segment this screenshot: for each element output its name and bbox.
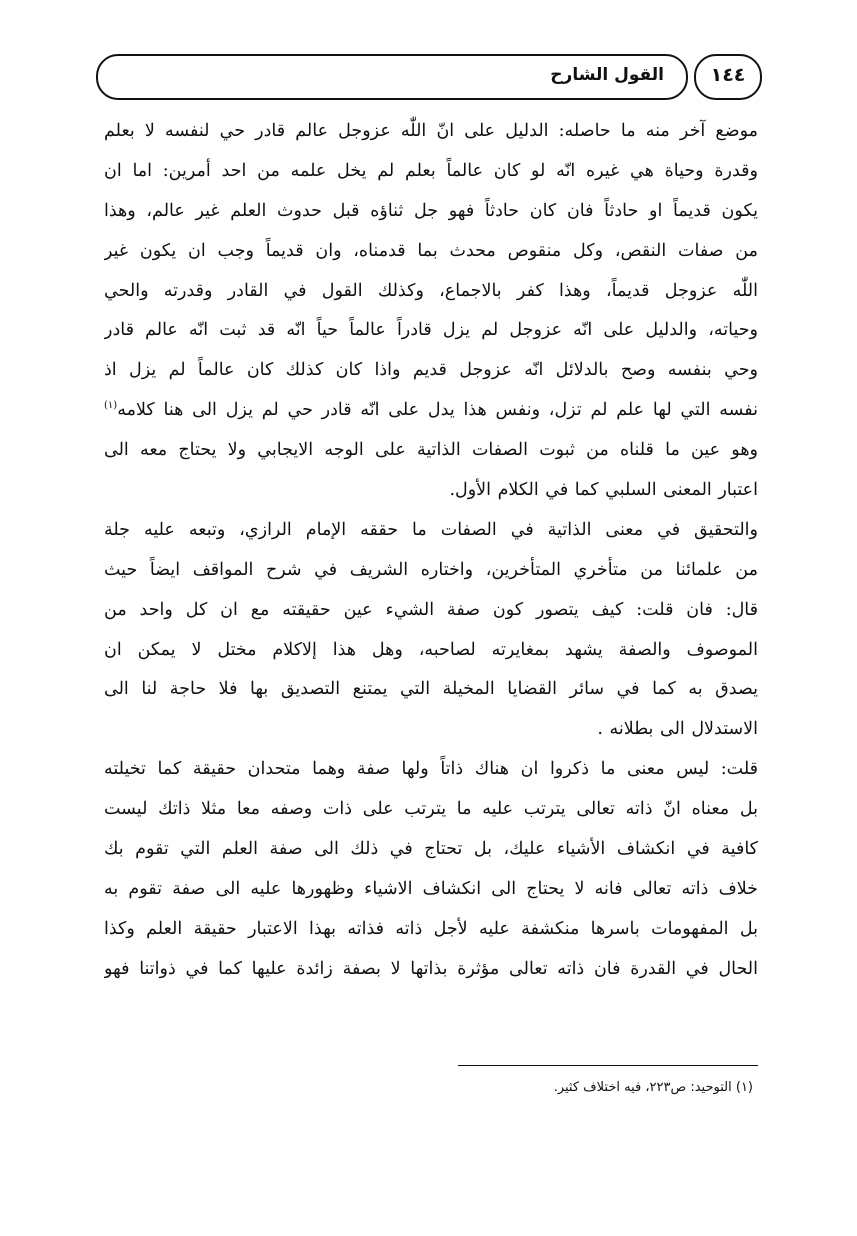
text-line: الحال في القدرة فان ذاته تعالى مؤثرة بذاتها لا بصفة زائدة عليها كما في ذواتنا فهو [104, 958, 758, 979]
text-line: يصدق به كما في سائر القضايا المخيلة التي يمتنع التصديق بها فلا حاجة لنا الى [104, 679, 758, 700]
main-text [104, 112, 758, 990]
text-line: الموصوف والصفة يشهد بمغايرته لصاحبه، وهل هذا إلاكلام مختل لا يمكن ان [104, 639, 758, 660]
text-line: وحياته، والدليل على انّه عزوجل لم يزل قادراً عالماً حياً انّه قد ثبت انّه عالم قادر [104, 320, 758, 341]
text-line: خلاف ذاته تعالى فانه لا يحتاج الى انكشاف الاشياء وظهورها عليه الى صفة تقوم به [104, 878, 758, 899]
running-title-frame [96, 54, 688, 100]
text-line: وقدرة وحياة هي غيره انّه لو كان عالماً بعلم لم يخل علمه من احد أمرين: اما ان [104, 160, 758, 181]
text-line: موضع آخر منه ما حاصله: الدليل على انّ اللّٰه عزوجل عالم قادر حي لنفسه لا بعلم [104, 121, 758, 141]
text-line: والتحقيق في معنى الذاتية في الصفات ما حققه الإمام الرازي، وتبعه عليه جلة [104, 519, 758, 540]
text-line: كافية في انكشاف الأشياء عليك، بل تحتاج في ذلك الى صفة العلم التي تقوم بك [104, 839, 758, 860]
text-line: بل معناه انّ ذاته تعالى يترتب عليه ما يترتب على ذات وصفه معا مثلا ذاتك ليست [104, 799, 758, 820]
text-line: وهو عين ما قلناه من ثبوت الصفات الذاتية على الوجه الايجابي ولا يحتاج معه الى [104, 440, 758, 461]
page-number: ١٤٤ [710, 64, 746, 86]
running-title: القول الشارح [550, 65, 664, 85]
page-header [96, 54, 764, 106]
text-line: الاستدلال الى بطلانه . [597, 719, 758, 740]
footnote-marker: (١) [104, 400, 118, 412]
text-line: قال: فان قلت: كيف يتصور كون صفة الشيء عين حقيقته مع ان كل واحد من [104, 599, 758, 620]
text-line: من علمائنا من متأخري المتأخرين، واختاره الشريف في شرح المواقف ايضاً حيث [104, 559, 758, 580]
text-line: اعتبار المعنى السلبي كما في الكلام الأول. [449, 480, 758, 501]
text-line-content: نفسه التي لها علم لم تزل، ونفس هذا يدل على انّه قادر حي لم يزل الى هنا كلامه [117, 400, 758, 421]
text-line: اللّٰه عزوجل قديماً، وهذا كفر بالاجماع، وكذلك القول في القادر وقدرته والحي [104, 280, 758, 301]
text-line: بل المفهومات باسرها منكشفة عليه لأجل ذاته فذاته بهذا الاعتبار حقيقة العلم وكذا [104, 918, 758, 939]
page-number-frame [694, 54, 762, 100]
text-line: من صفات النقص، وكل منقوص محدث بما قدمناه، وان قديماً وجب ان يكون غير [104, 240, 758, 261]
text-line: قلت: ليس معنى ما ذكروا ان هناك ذاتاً ولها صفة وهما متحدان حقيقة كما تخيلته [104, 759, 758, 780]
footnote: (١) التوحيد: ص٢٢٣، فيه اختلاف كثير. [553, 1080, 753, 1095]
text-line: يكون قديماً او حادثاً فان كان حادثاً فهو جل ثناؤه قبل حدوث العلم غير عالم، وهذا [104, 200, 758, 221]
footnote-separator [458, 1065, 758, 1066]
text-line-with-footnote [104, 391, 758, 431]
text-line: وحي بنفسه وصح بالدلائل انّه عزوجل قديم واذا كان كذلك كان عالماً لم يزل اذ [104, 360, 758, 381]
